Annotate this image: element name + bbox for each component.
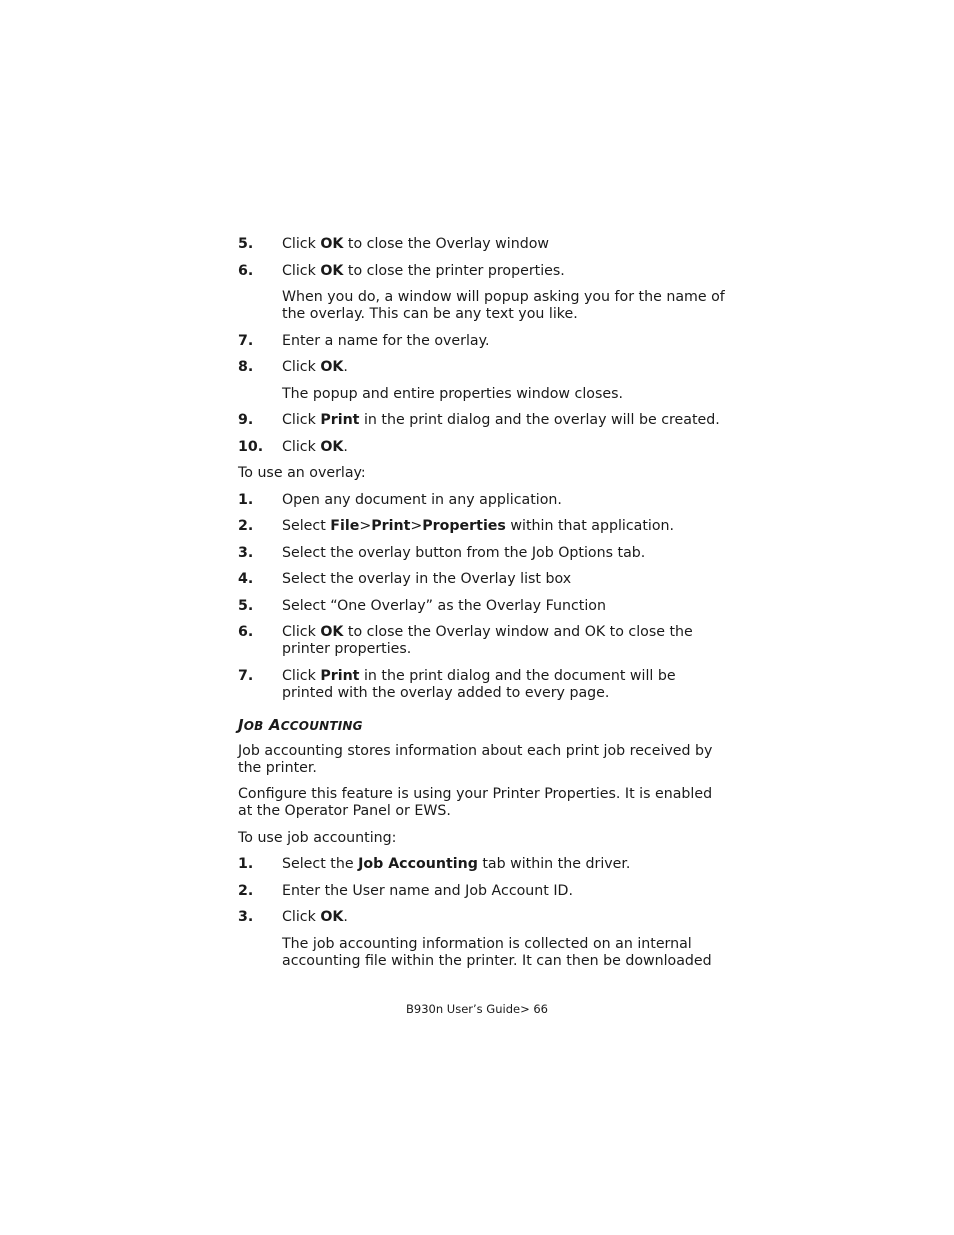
step-text: Click OK. [282, 359, 348, 375]
list-item [238, 359, 728, 376]
step-text: Click OK. [282, 438, 348, 455]
list-item [238, 518, 728, 535]
step-number: 1. [238, 491, 254, 508]
step-number: 3. [238, 909, 254, 925]
step-number: 5. [238, 597, 254, 614]
list-item [238, 492, 728, 509]
step-number: 6. [238, 624, 254, 640]
list-item [238, 571, 728, 588]
step-text: Select File>Print>Properties within that application. [282, 518, 675, 534]
step-text: Enter a name for the overlay. [282, 332, 490, 349]
step-number: 4. [238, 571, 254, 587]
step-text: Click OK. [282, 909, 348, 925]
job-accounting-para1: Job accounting stores information about each print job received by the printer. [238, 742, 713, 776]
step-number: 6. [238, 262, 254, 279]
list-item [238, 883, 728, 900]
job-accounting-intro: To use job accounting: [238, 829, 397, 846]
use-overlay-intro: To use an overlay: [238, 465, 366, 481]
step-number: 7. [238, 332, 254, 349]
page-content [238, 236, 728, 979]
page-footer: B930n User’s Guide> 66 [406, 1002, 548, 1016]
step-text: Click OK to close the Overlay window and OK to close the printer properties. [282, 624, 693, 657]
step-number: 2. [238, 882, 254, 899]
step-text: Click Print in the print dialog and the overlay will be created. [282, 412, 720, 428]
step-note: The popup and entire properties window closes. [282, 385, 623, 402]
list-item [238, 333, 728, 350]
step-number: 8. [238, 359, 254, 375]
step-note: The job accounting information is collected on an internal accounting file within the printer. It can then be downloaded [282, 935, 712, 969]
step-text: Select the overlay button from the Job Options tab. [282, 544, 646, 561]
step-number: 9. [238, 412, 254, 428]
step-text: Click Print in the print dialog and the document will be printed with the overlay added to every page. [282, 667, 676, 701]
step-text: Open any document in any application. [282, 491, 562, 508]
list-item [238, 856, 728, 873]
step-text: Click OK to close the Overlay window [282, 236, 549, 252]
list-item [238, 412, 728, 429]
list-item [238, 909, 728, 926]
list-item [238, 545, 728, 562]
step-text: Select the Job Accounting tab within the driver. [282, 856, 631, 872]
step-note: When you do, a window will popup asking you for the name of the overlay. This can be any text you like. [282, 289, 725, 322]
step-text: Click OK to close the printer properties. [282, 262, 565, 279]
section-heading: JOB ACCOUNTING [238, 715, 363, 734]
step-text: Select the overlay in the Overlay list box [282, 571, 572, 587]
list-item [238, 668, 728, 702]
list-item [238, 624, 728, 658]
list-item [238, 439, 728, 456]
step-number: 2. [238, 518, 254, 534]
step-text: Enter the User name and Job Account ID. [282, 882, 573, 899]
step-number: 3. [238, 544, 254, 561]
list-item [238, 236, 728, 253]
list-item [238, 598, 728, 615]
list-item [238, 263, 728, 280]
step-number: 10. [238, 438, 264, 455]
job-accounting-para2: Configure this feature is using your Printer Properties. It is enabled at the Operator Panel or EWS. [238, 786, 713, 819]
step-text: Select “One Overlay” as the Overlay Function [282, 597, 606, 614]
step-number: 7. [238, 667, 254, 684]
step-number: 1. [238, 856, 254, 872]
step-number: 5. [238, 236, 254, 252]
